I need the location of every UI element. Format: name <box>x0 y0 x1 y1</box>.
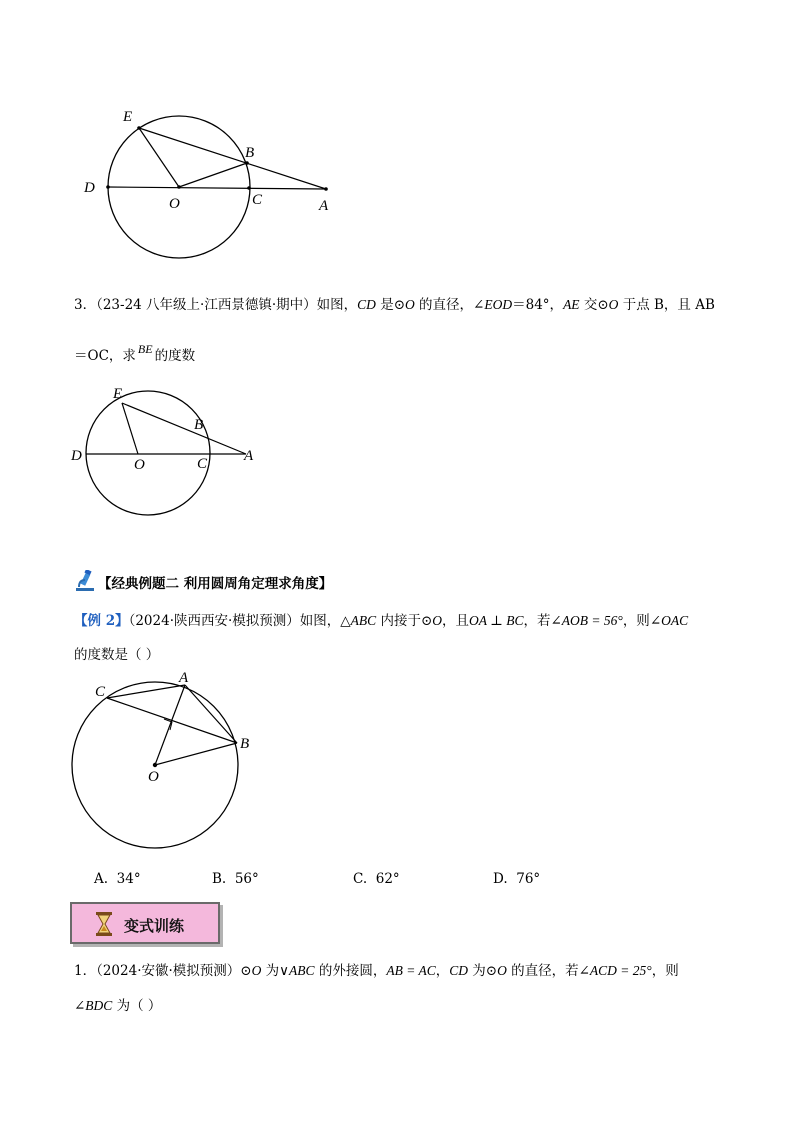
question-1-line-2: ∠BDC 为（ ） <box>74 998 162 1014</box>
label-c: C <box>252 192 263 208</box>
hourglass-icon <box>94 912 114 936</box>
label-o: O <box>134 457 145 473</box>
label-e: E <box>123 109 133 125</box>
arc-be: BE <box>137 342 153 356</box>
label-b: B <box>194 417 204 433</box>
label-a: A <box>319 198 329 214</box>
label-a: A <box>244 448 254 464</box>
label-d: D <box>84 180 95 196</box>
question-3-line-2: ＝OC，求 BE 的度数 <box>74 342 196 364</box>
label-o: O <box>169 196 180 212</box>
example-2-line-1: 【例 2】（2024·陕西西安·模拟预测）如图，△ABC 内接于⊙O，且OA ⊥ BC，若∠AOB = 56°，则∠OAC <box>74 613 689 629</box>
label-c: C <box>197 456 208 472</box>
option-d[interactable]: D. 76° <box>493 871 541 887</box>
option-a[interactable]: A. 34° <box>94 871 141 887</box>
microscope-icon <box>74 570 98 592</box>
section-title: 【经典例题二 利用圆周角定理求角度】 <box>98 576 333 592</box>
question-1-line-1: 1．（2024·安徽·模拟预测）⊙O 为∨ABC 的外接圆，AB = AC，CD 为⊙O 的直径，若∠ACD = 25°，则 <box>74 963 679 979</box>
option-c[interactable]: C. 62° <box>353 871 400 887</box>
question-3-line-1: 3．（23-24 八年级上·江西景德镇·期中）如图，CD 是⊙O 的直径，∠EOD＝84°，AE 交⊙O 于点 B，且 AB <box>74 297 715 313</box>
label-b: B <box>245 145 255 161</box>
label-o: O <box>148 769 159 785</box>
figure-3-circle-diagram <box>66 668 266 853</box>
label-d: D <box>71 448 82 464</box>
label-e: E <box>113 386 123 402</box>
practice-badge <box>70 902 220 944</box>
badge-label: 变式训练 <box>124 917 185 935</box>
option-b[interactable]: B. 56° <box>212 871 259 887</box>
figure-1-circle-diagram <box>70 100 350 275</box>
label-b: B <box>240 736 250 752</box>
label-a: A <box>179 670 189 686</box>
example-2-line-2: 的度数是（ ） <box>74 647 160 663</box>
label-c: C <box>95 684 106 700</box>
example-tag: 【例 2】 <box>74 613 129 629</box>
figure-2-circle-diagram <box>66 382 266 517</box>
